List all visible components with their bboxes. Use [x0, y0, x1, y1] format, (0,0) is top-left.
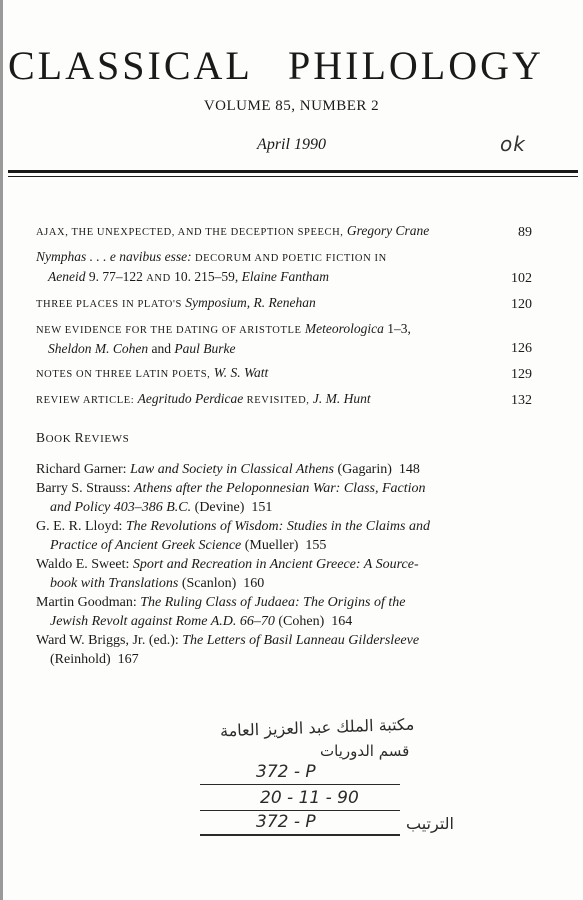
- table-of-contents: [36, 222, 532, 416]
- review-book-title: Sport and Recreation in Ancient Greece: A Source-: [132, 557, 419, 572]
- toc-entry-title: NOTES ON THREE LATIN POETS,: [36, 369, 211, 380]
- review-entry: [36, 593, 556, 631]
- toc-entry-work: Symposium,: [185, 295, 251, 310]
- stamp-date: 20 - 11 - 90: [260, 788, 359, 808]
- review-page: 160: [243, 576, 265, 591]
- toc-entry-author: W. S. Watt: [213, 365, 269, 380]
- review-book-title: Law and Society in Classical Athens: [130, 462, 334, 477]
- review-continuation: [36, 574, 556, 593]
- toc-entry-author: J. M. Hunt: [312, 391, 371, 406]
- review-author: Martin Goodman:: [36, 595, 137, 610]
- toc-entry-conj: AND: [146, 273, 171, 284]
- review-book-title-cont: Practice of Ancient Greek Science: [50, 538, 242, 553]
- handwritten-ok-mark: ok: [500, 132, 526, 156]
- review-page: 148: [398, 462, 420, 477]
- review-page: 151: [251, 500, 273, 515]
- review-continuation: [36, 536, 556, 555]
- review-entry: [36, 517, 556, 555]
- toc-entry-range: 9. 77–122: [88, 269, 143, 284]
- review-author: Waldo E. Sweet:: [36, 557, 130, 572]
- review-entry: [36, 479, 556, 517]
- toc-entry: [36, 222, 532, 242]
- review-book-title-cont: book with Translations: [50, 576, 179, 591]
- stamp-department: قسم الدوريات: [320, 742, 410, 760]
- page-edge-shadow: [0, 0, 3, 900]
- library-stamp: [200, 714, 482, 858]
- toc-entry-title-2: REVISITED,: [246, 395, 310, 406]
- review-entry: [36, 555, 556, 593]
- toc-entry-page: 126: [511, 341, 532, 356]
- review-book-title: The Ruling Class of Judaea: The Origins of the: [140, 595, 406, 610]
- review-book-title: Athens after the Peloponnesian War: Class, Faction: [134, 481, 426, 496]
- toc-entry-author: Elaine Fantham: [241, 269, 330, 284]
- review-continuation: [36, 650, 556, 669]
- toc-entry: [36, 294, 532, 314]
- review-continuation: [36, 498, 556, 517]
- review-continuation: [36, 612, 556, 631]
- toc-entry-page: 129: [511, 367, 532, 382]
- toc-entry: [36, 320, 532, 358]
- header-rule-thick: [8, 170, 578, 173]
- review-entry: [36, 460, 556, 479]
- stamp-reference-1: 372 - P: [256, 762, 316, 782]
- heading-cap-b: B: [36, 430, 46, 445]
- journal-title: [0, 40, 583, 92]
- review-page: 164: [331, 614, 353, 629]
- toc-entry-line-2: [36, 340, 488, 358]
- toc-entry-author: Gregory Crane: [346, 223, 430, 238]
- review-reviewer: (Cohen): [278, 614, 325, 629]
- book-reviews-heading: [36, 430, 129, 446]
- toc-entry-title: DECORUM AND POETIC FICTION IN: [194, 253, 387, 264]
- toc-entry-conj: and: [151, 341, 171, 356]
- toc-entry-page: 120: [511, 297, 532, 312]
- toc-entry-page: 132: [511, 393, 532, 408]
- toc-entry-range-2: 10. 215–59,: [174, 269, 239, 284]
- review-reviewer: (Reinhold): [50, 652, 111, 667]
- stamp-library-name: مكتبة الملك عبد العزيز العامة: [219, 714, 415, 741]
- toc-entry-work: Aeneid: [48, 269, 86, 284]
- review-page: 167: [117, 652, 139, 667]
- review-reviewer: (Scanlon): [181, 576, 237, 591]
- stamp-rule-2: [200, 810, 400, 811]
- toc-entry-page: 102: [511, 271, 532, 286]
- toc-entry-title: THREE PLACES IN PLATO'S: [36, 299, 182, 310]
- toc-entry: [36, 390, 532, 410]
- header-rule-thin: [8, 176, 578, 177]
- review-author: Ward W. Briggs, Jr. (ed.):: [36, 633, 179, 648]
- review-author: G. E. R. Lloyd:: [36, 519, 123, 534]
- toc-entry-author: R. Renehan: [253, 295, 316, 310]
- toc-entry-title: NEW EVIDENCE FOR THE DATING OF ARISTOTLE: [36, 325, 302, 336]
- review-reviewer: (Devine): [194, 500, 245, 515]
- stamp-order-label: الترتيب: [406, 814, 454, 833]
- toc-entry: [36, 248, 532, 288]
- toc-entry-work: Meteorologica: [304, 321, 384, 336]
- review-book-title: The Revolutions of Wisdom: Studies in the Claims and: [125, 519, 430, 534]
- review-reviewer: (Gagarin): [337, 462, 392, 477]
- book-reviews-list: [36, 460, 556, 669]
- toc-entry-range: 1–3,: [387, 321, 411, 336]
- review-author: Richard Garner:: [36, 462, 127, 477]
- stamp-reference-2: 372 - P: [256, 812, 316, 832]
- toc-entry-line-2: [36, 268, 488, 288]
- stamp-rule-3: [200, 834, 400, 836]
- review-reviewer: (Mueller): [244, 538, 299, 553]
- stamp-rule-1: [200, 784, 400, 785]
- toc-entry-author-2: Paul Burke: [174, 341, 236, 356]
- toc-entry-page: 89: [518, 225, 532, 240]
- toc-entry-author: Sheldon M. Cohen: [48, 341, 149, 356]
- heading-cap-r: R: [74, 430, 85, 445]
- review-author: Barry S. Strauss:: [36, 481, 131, 496]
- review-page: 155: [305, 538, 327, 553]
- journal-title-word-2: PHILOLOGY: [288, 43, 544, 88]
- review-book-title: The Letters of Basil Lanneau Gildersleeve: [182, 633, 420, 648]
- review-book-title-cont: Jewish Revolt against Rome A.D. 66–70: [50, 614, 275, 629]
- toc-entry: [36, 364, 532, 384]
- review-book-title-cont: and Policy 403–386 B.C.: [50, 500, 192, 515]
- toc-entry-title-italic: Nymphas . . . e navibus esse:: [36, 249, 192, 264]
- toc-entry-work: Aegritudo Perdicae: [137, 391, 244, 406]
- review-entry: [36, 631, 556, 669]
- heading-rest-1: OOK: [45, 433, 75, 445]
- journal-title-word-1: CLASSICAL: [8, 43, 253, 88]
- toc-entry-title: REVIEW ARTICLE:: [36, 395, 135, 406]
- volume-number: VOLUME 85, NUMBER 2: [203, 98, 380, 114]
- toc-entry-title: AJAX, THE UNEXPECTED, AND THE DECEPTION SPEECH,: [36, 227, 344, 238]
- issue-date: April 1990: [257, 136, 326, 153]
- heading-rest-2: EVIEWS: [84, 433, 130, 445]
